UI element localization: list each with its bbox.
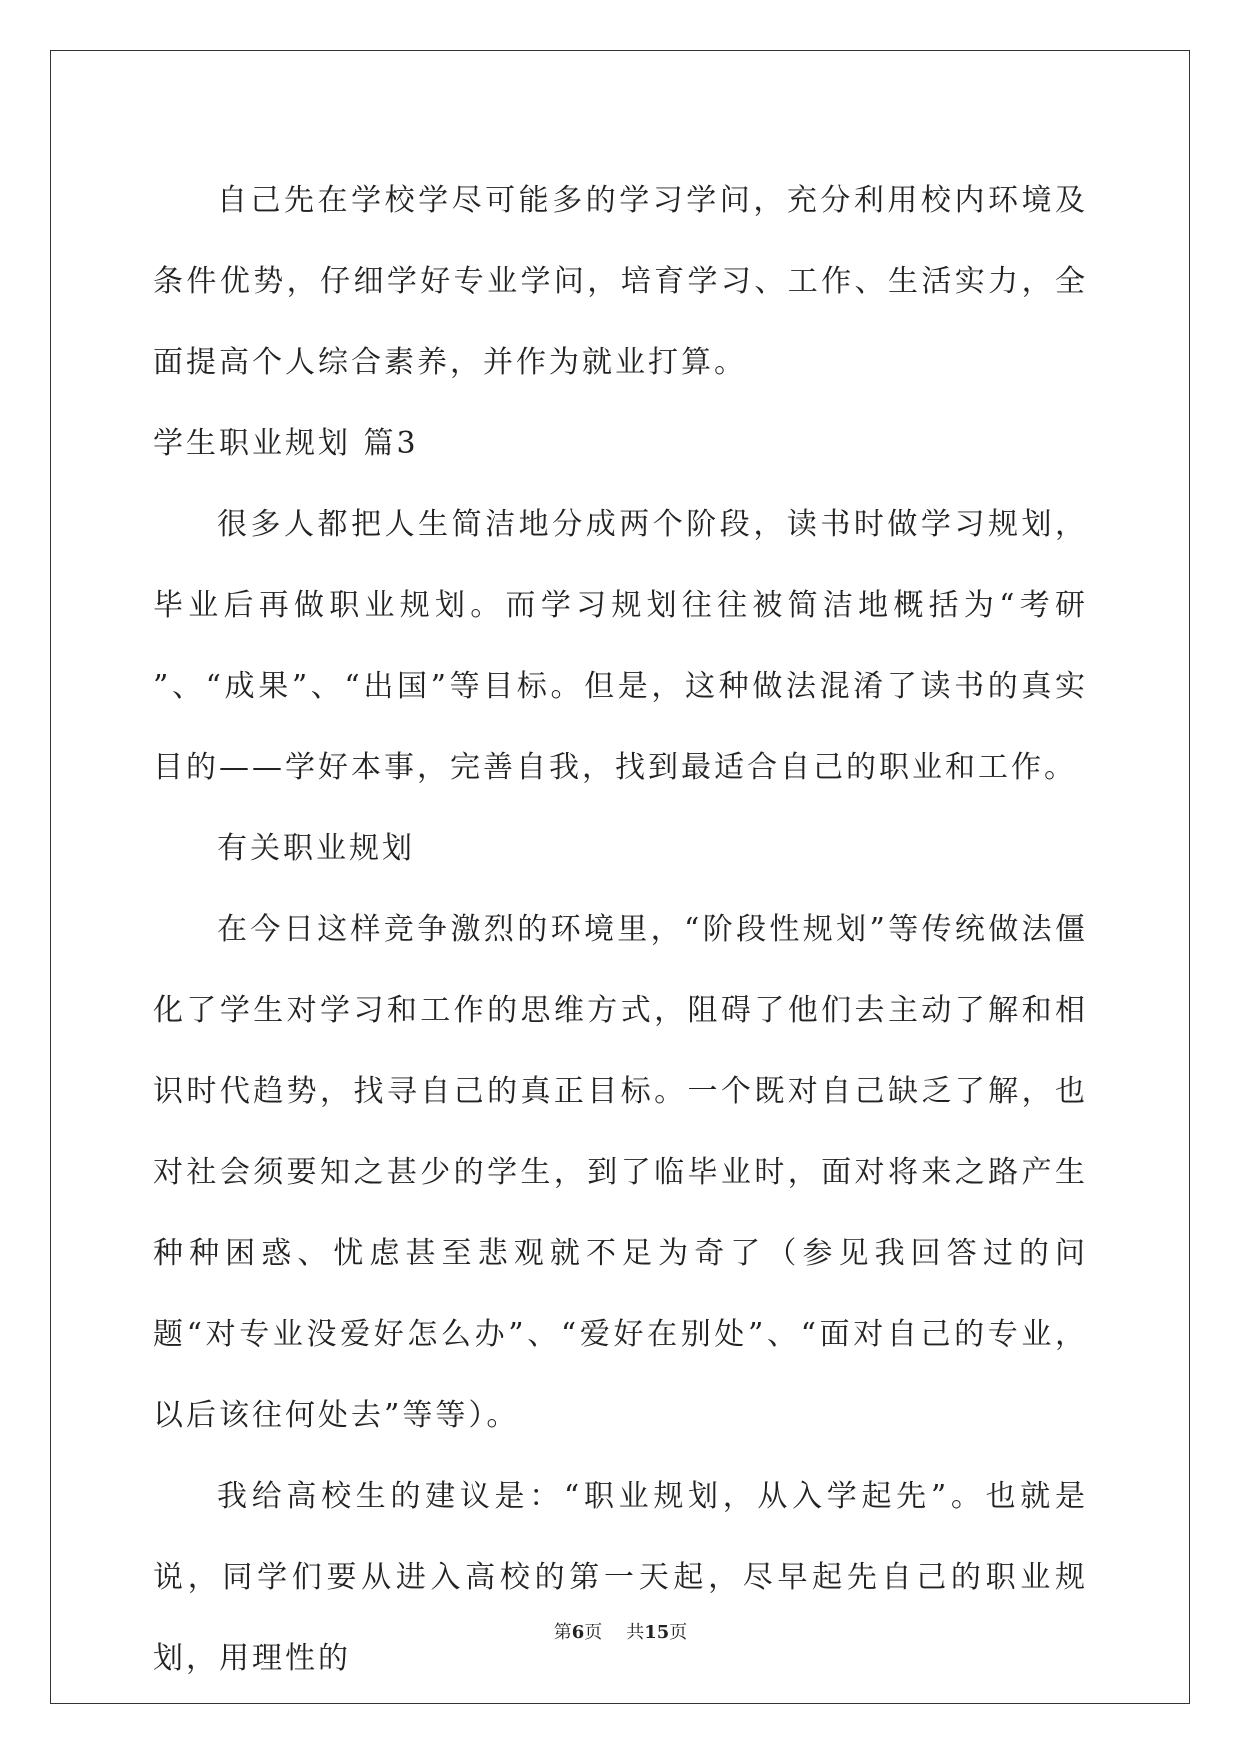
paragraph-3: 有关职业规划: [217, 831, 415, 866]
footer-total-suffix: 页: [669, 1622, 688, 1643]
footer-page-number: 6: [571, 1622, 585, 1643]
document-body: [153, 160, 1088, 1699]
footer-total-prefix: 共: [626, 1622, 645, 1643]
paragraph-4: 在今日这样竞争激烈的环境里，“阶段性规划”等传统做法僵化了学生对学习和工作的思维方式，阻碍了他们去主动了解和相识时代趋势，找寻自己的真正目标。一个既对自己缺乏了解，也对社会须要知之甚少的学生，到了临毕业时，面对将来之路产生种种困惑、忧虑甚至悲观就不足为奇了（参见我回答过的问题“对专业没爱好怎么办”、“爱好在别处”、“面对自己的专业，以后该往何处去”等等）。: [153, 912, 1088, 1433]
section-heading: 学生职业规划 篇3: [153, 426, 419, 461]
footer-prefix: 第: [553, 1622, 572, 1643]
paragraph-5: 我给高校生的建议是：“职业规划，从入学起先”。也就是说，同学们要从进入高校的第一天起，尽早起先自己的职业规划，用理性的: [153, 1479, 1088, 1676]
paragraph-1: 自己先在学校学尽可能多的学习学问，充分利用校内环境及条件优势，仔细学好专业学问，培育学习、工作、生活实力，全面提高个人综合素养，并作为就业打算。: [153, 183, 1088, 380]
footer-total-pages: 15: [644, 1622, 670, 1643]
paragraph-2: 很多人都把人生简洁地分成两个阶段，读书时做学习规划，毕业后再做职业规划。而学习规划往往被简洁地概括为“考研 ”、“成果”、“出国”等目标。但是，这种做法混淆了读书的真实目的——学好本事，完善自我，找到最适合自己的职业和工作。: [153, 507, 1088, 785]
footer-page-suffix: 页: [584, 1622, 603, 1643]
page-footer: [0, 1621, 1241, 1645]
